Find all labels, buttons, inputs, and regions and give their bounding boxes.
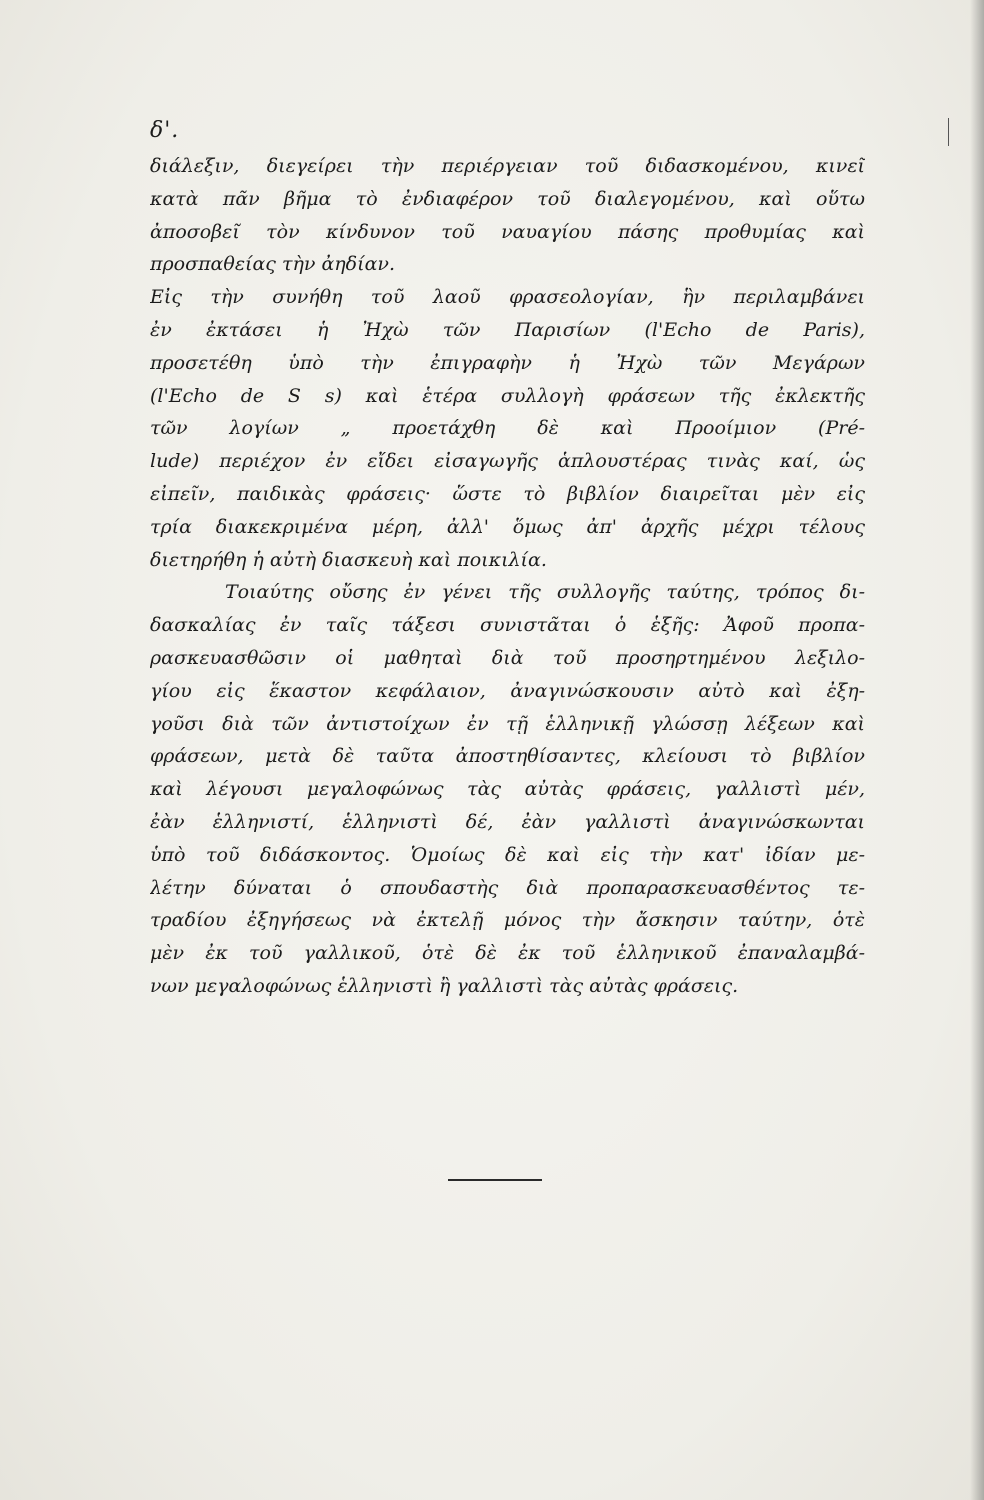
text-line: ἐὰν ἑλληνιστί, ἑλληνιστὶ δέ, ἐὰν γαλλιστὶ ἀναγινώσκωνται (150, 810, 865, 833)
text-line: προσπαθείας τὴν ἀηδίαν. (150, 253, 395, 276)
text-line: τρία διακεκριμένα μέρη, ἀλλ' ὅμως ἀπ' ἀρχῆς μέχρι τέλους (150, 515, 865, 538)
text-line: κατὰ πᾶν βῆμα τὸ ἐνδιαφέρον τοῦ διαλεγομένου, καὶ οὕτω (150, 187, 865, 210)
text-line: γίου εἰς ἕκαστον κεφάλαιον, ἀναγινώσκουσιν αὐτὸ καὶ ἐξη- (150, 679, 865, 702)
text-line: (l'Echo de S s) καὶ ἑτέρα συλλογὴ φράσεων τῆς ἐκλεκτῆς (150, 384, 865, 407)
text-line: τῶν λογίων „ προετάχθη δὲ καὶ Προοίμιον (Pré- (150, 417, 865, 440)
text-line: νων μεγαλοφώνως ἑλληνιστὶ ἢ γαλλιστὶ τὰς αὐτὰς φράσεις. (150, 974, 739, 997)
text-line: λέτην δύναται ὁ σπουδαστὴς διὰ προπαρασκευασθέντος τε- (150, 876, 865, 899)
text-line: διάλεξιν, διεγείρει τὴν περιέργειαν τοῦ διδασκομένου, κινεῖ (150, 155, 865, 177)
body-text (150, 150, 865, 1003)
text-line: δασκαλίας ἐν ταῖς τάξεσι συνιστᾶται ὁ ἑξῆς: Ἀφοῦ προπα- (150, 614, 865, 637)
text-line: ρασκευασθῶσιν οἱ μαθηταὶ διὰ τοῦ προσηρτημένου λεξιλο- (150, 646, 865, 669)
text-line: εἰπεῖν, παιδικὰς φράσεις· ὥστε τὸ βιβλίον διαιρεῖται μὲν εἰς (150, 482, 865, 505)
text-line: καὶ λέγουσι μεγαλοφώνως τὰς αὐτὰς φράσεις, γαλλιστὶ μέν, (150, 778, 865, 801)
page-edge-shadow (970, 0, 984, 1500)
end-rule-divider (448, 1179, 542, 1181)
text-line: lude) περιέχον ἐν εἴδει εἰσαγωγῆς ἁπλουστέρας τινὰς καί, ὡς (150, 450, 865, 473)
margin-mark (948, 118, 949, 146)
text-line: φράσεων, μετὰ δὲ ταῦτα ἀποστηθίσαντες, κλείουσι τὸ βιβλίον (150, 745, 865, 768)
text-line: προσετέθη ὑπὸ τὴν ἐπιγραφὴν ἡ Ἠχὼ τῶν Μεγάρων (150, 351, 865, 374)
text-line: τραδίου ἐξηγήσεως νὰ ἐκτελῇ μόνος τὴν ἄσκησιν ταύτην, ὁτὲ (150, 909, 865, 932)
text-line: ὑπὸ τοῦ διδάσκοντος. Ὁμοίως δὲ καὶ εἰς τὴν κατ' ἰδίαν με- (150, 843, 865, 866)
text-line: ἀποσοβεῖ τὸν κίνδυνον τοῦ ναυαγίου πάσης προθυμίας καὶ (150, 220, 865, 243)
text-line: ἐν ἐκτάσει ἡ Ἠχὼ τῶν Παρισίων (l'Echo de Paris), (150, 318, 865, 341)
text-line: Τοιαύτης οὔσης ἐν γένει τῆς συλλογῆς ταύτης, τρόπος δι- (225, 581, 865, 604)
text-line: γοῦσι διὰ τῶν ἀντιστοίχων ἐν τῇ ἑλληνικῇ γλώσσῃ λέξεων καὶ (150, 712, 865, 735)
text-line: μὲν ἐκ τοῦ γαλλικοῦ, ὁτὲ δὲ ἐκ τοῦ ἑλληνικοῦ ἐπαναλαμβά- (150, 942, 865, 965)
text-line: διετηρήθη ἡ αὐτὴ διασκευὴ καὶ ποικιλία. (150, 548, 547, 571)
page-number: δ'. (150, 118, 180, 143)
text-line: Εἰς τὴν συνήθη τοῦ λαοῦ φρασεολογίαν, ἣν περιλαμβάνει (150, 286, 865, 309)
